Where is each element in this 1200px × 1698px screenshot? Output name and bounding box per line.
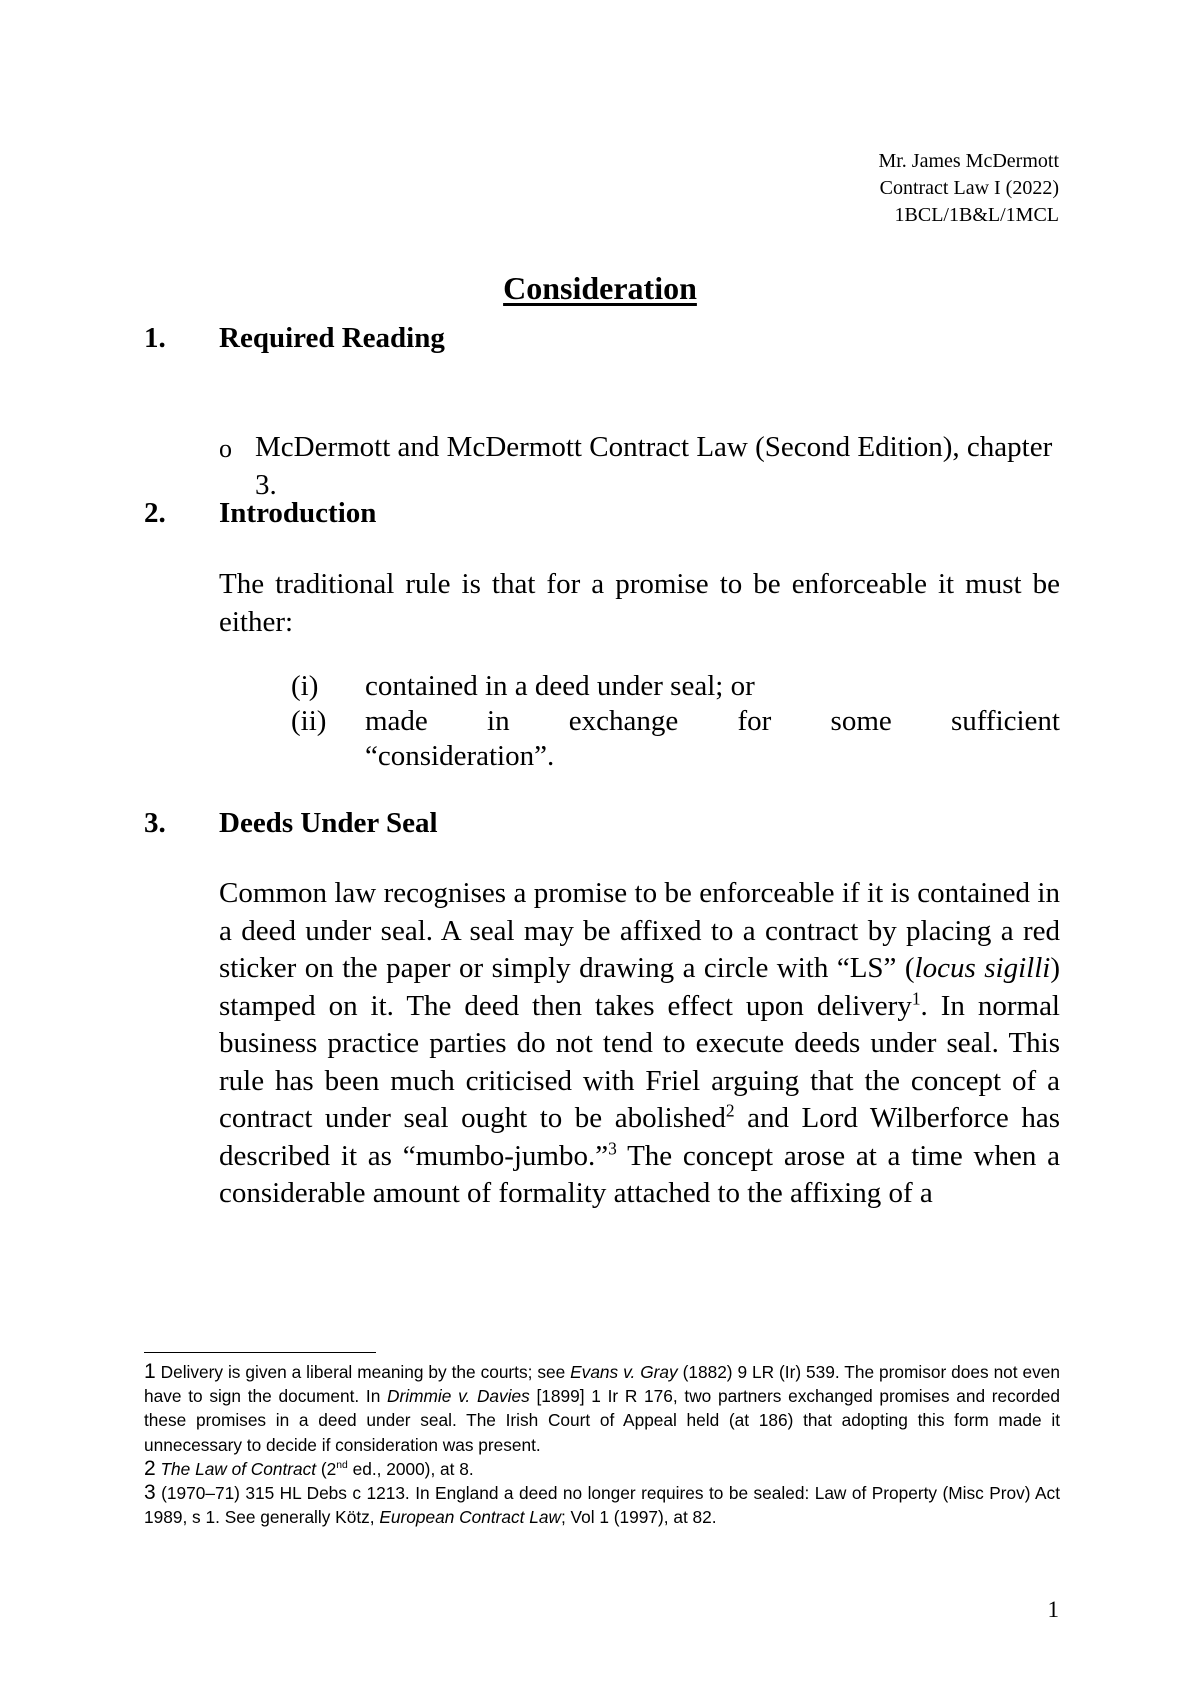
footnote-superscript: nd: [336, 1460, 348, 1472]
list-item-number: (i): [291, 670, 319, 702]
section-1-title: Required Reading: [219, 322, 445, 354]
list-item-text-continued: “consideration”.: [365, 740, 555, 772]
list-item-text: contained in a deed under seal; or: [365, 670, 755, 702]
page-title: Consideration: [503, 270, 697, 306]
author-header: [878, 148, 1059, 229]
section-3-title: Deeds Under Seal: [219, 807, 438, 839]
footnote-book-title: The Law of Contract: [160, 1458, 317, 1479]
deeds-text: The concept arose at a time when a considerable amount of formality attached to the affixing of a: [219, 1139, 1061, 1209]
footnote-ref-3: 3: [608, 1137, 617, 1158]
section-2-number: 2.: [144, 497, 166, 529]
header-author: Mr. James McDermott: [878, 150, 1059, 172]
footnote-separator: [144, 1352, 376, 1353]
footnote-ref-1: 1: [911, 987, 921, 1008]
required-reading-item: McDermott and McDermott Contract Law (Second Edition), chapter 3.: [255, 431, 1053, 501]
bullet-marker: o: [219, 434, 232, 463]
footnote-1: [144, 1360, 1060, 1457]
footnote-text: Delivery is given a liberal meaning by the courts; see: [155, 1362, 571, 1382]
deeds-paragraph: [219, 875, 1060, 1213]
footnote-text: (1970–71) 315 HL Debs c 1213. In England a deed no longer requires to be sealed: Law of Property (Misc Prov) Act 1989, s 1. See generally Kötz,: [144, 1483, 1060, 1528]
footnote-number: 3: [144, 1481, 156, 1505]
page-number: 1: [1047, 1597, 1059, 1622]
deeds-text: and Lord Wilberforce has described it as “mumbo-jumbo.”: [219, 1102, 1060, 1172]
section-3-number: 3.: [144, 807, 166, 839]
footnote-ref-2: 2: [725, 1100, 735, 1121]
footnote-case-name: Drimmie v. Davies: [387, 1386, 530, 1407]
footnotes: [144, 1360, 1060, 1529]
introduction-paragraph: The traditional rule is that for a promise to be enforceable it must be either:: [219, 568, 1060, 638]
deeds-text: ) stamped on it. The deed then takes effect upon delivery: [219, 952, 1060, 1022]
footnote-3: [144, 1481, 1060, 1529]
footnote-number: 2: [144, 1456, 156, 1480]
footnote-text: ed., 2000), at 8.: [347, 1458, 474, 1479]
list-item-text: made in exchange for some sufficient: [365, 705, 1060, 737]
footnote-text: [1899] 1 Ir R 176, two partners exchanged promises and recorded these promises in a deed under seal. The Irish Court of Appeal held (at 186) that adopting this form made it unnecessary to decide if consideration was present.: [144, 1386, 1060, 1455]
deeds-italic-term: locus sigilli: [914, 952, 1051, 984]
footnote-2: [144, 1457, 1060, 1481]
footnote-text: (1882) 9 LR (Ir) 539. The promisor does not even have to sign the document. In: [144, 1362, 1060, 1407]
list-item-number: (ii): [291, 705, 327, 737]
footnote-text: (2: [316, 1458, 337, 1479]
header-programmes: 1BCL/1B&L/1MCL: [894, 204, 1059, 226]
footnote-number: 1: [144, 1360, 156, 1383]
deeds-text: Common law recognises a promise to be enforceable if it is contained in a deed under seal. A seal may be affixed to a contract by placing a red sticker on the paper or simply drawing a circle with “LS” (: [219, 877, 1060, 984]
footnote-book-title: European Contract Law: [379, 1507, 561, 1528]
footnote-case-name: Evans v. Gray: [570, 1362, 678, 1382]
footnote-text: ; Vol 1 (1997), at 82.: [560, 1507, 717, 1528]
section-2-title: Introduction: [219, 497, 377, 529]
deeds-text: . In normal business practice parties do not tend to execute deeds under seal. This rule has been much criticised with Friel arguing that the concept of a contract under seal ought to be abolished: [219, 989, 1060, 1134]
section-1-number: 1.: [144, 322, 166, 354]
header-course: Contract Law I (2022): [879, 177, 1059, 199]
